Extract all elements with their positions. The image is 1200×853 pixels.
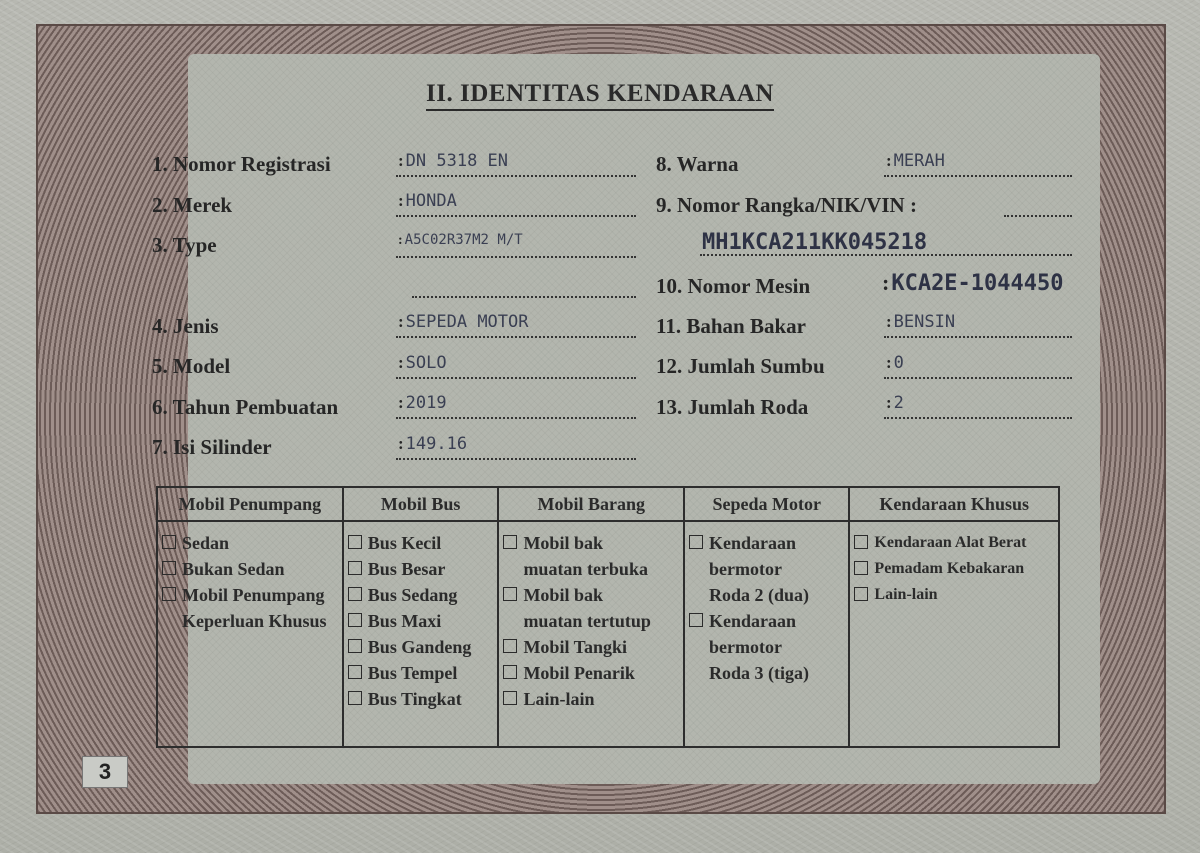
value-isi-silinder: : 149.16: [396, 434, 636, 460]
option-bus-besar[interactable]: Bus Besar: [348, 556, 496, 582]
option-alat-berat[interactable]: Kendaraan Alat Berat: [854, 530, 1056, 556]
option-text-continuation: muatan tertutup: [523, 611, 651, 631]
checkbox[interactable]: [348, 587, 362, 601]
header-sepeda-motor: Sepeda Motor: [684, 487, 849, 521]
option-mobil-tangki[interactable]: Mobil Tangki: [503, 634, 681, 660]
header-kendaraan-khusus: Kendaraan Khusus: [849, 487, 1059, 521]
value-merek: : HONDA: [396, 191, 636, 217]
option-roda-3[interactable]: Kendaraan: [689, 608, 846, 634]
option-bus-tingkat[interactable]: Bus Tingkat: [348, 686, 496, 712]
label-bahan-bakar: 11. Bahan Bakar: [656, 314, 806, 338]
checkbox[interactable]: [348, 665, 362, 679]
label-jumlah-roda: 13. Jumlah Roda: [656, 395, 809, 419]
checkbox[interactable]: [854, 535, 868, 549]
option-sedan[interactable]: Sedan: [162, 530, 340, 556]
page-number: 3: [82, 756, 128, 788]
option-mobil-bak-tertutup[interactable]: Mobil bak: [503, 582, 681, 608]
label-tahun-pembuatan: 6. Tahun Pembuatan: [152, 395, 339, 419]
option-bus-kecil[interactable]: Bus Kecil: [348, 530, 496, 556]
label-merek: 2. Merek: [152, 193, 233, 217]
checkbox[interactable]: [348, 691, 362, 705]
checkbox[interactable]: [348, 561, 362, 575]
value-tahun-pembuatan: : 2019: [396, 393, 636, 419]
value-jumlah-roda: : 2: [884, 393, 1072, 419]
option-text-continuation: Keperluan Khusus: [182, 611, 327, 631]
column-sepeda-motor: [684, 521, 849, 747]
label-model: 5. Model: [152, 354, 231, 378]
column-mobil-barang: [498, 521, 684, 747]
option-bus-maxi[interactable]: Bus Maxi: [348, 608, 496, 634]
column-kendaraan-khusus: [849, 521, 1059, 747]
column-mobil-bus: [343, 521, 499, 747]
checkbox[interactable]: [162, 587, 176, 601]
option-bus-gandeng[interactable]: Bus Gandeng: [348, 634, 496, 660]
checkbox[interactable]: [162, 561, 176, 575]
value-model: : SOLO: [396, 353, 636, 379]
value-nomor-mesin: :KCA2E-1044450: [882, 270, 1064, 296]
vehicle-category-table: [156, 486, 1060, 748]
option-text-continuation: muatan terbuka: [523, 559, 648, 579]
option-lain-lain-barang[interactable]: Lain-lain: [503, 686, 681, 712]
checkbox[interactable]: [503, 587, 517, 601]
value-jumlah-sumbu: : 0: [884, 353, 1072, 379]
label-jenis: 4. Jenis: [152, 314, 219, 338]
value-type-continuation: [412, 272, 636, 298]
checkbox[interactable]: [162, 535, 176, 549]
option-text-continuation: Roda 2 (dua): [708, 585, 810, 605]
checkbox[interactable]: [503, 639, 517, 653]
checkbox[interactable]: [854, 561, 868, 575]
label-type: 3. Type: [152, 233, 217, 257]
label-nomor-rangka: 9. Nomor Rangka/NIK/VIN :: [656, 193, 917, 217]
checkbox[interactable]: [348, 613, 362, 627]
value-warna: : MERAH: [884, 151, 1072, 177]
header-mobil-bus: Mobil Bus: [343, 487, 499, 521]
option-text-continuation: Roda 3 (tiga): [708, 663, 809, 683]
label-jumlah-sumbu: 12. Jumlah Sumbu: [656, 354, 825, 378]
checkbox[interactable]: [503, 691, 517, 705]
option-text-continuation: bermotor: [708, 559, 782, 579]
header-mobil-barang: Mobil Barang: [498, 487, 684, 521]
checkbox[interactable]: [503, 665, 517, 679]
checkbox[interactable]: [503, 535, 517, 549]
section-heading: II. IDENTITAS KENDARAAN: [0, 80, 1200, 108]
option-bukan-sedan[interactable]: Bukan Sedan: [162, 556, 340, 582]
value-nomor-rangka: MH1KCA211KK045218: [700, 230, 1072, 256]
label-isi-silinder: 7. Isi Silinder: [152, 435, 272, 459]
checkbox[interactable]: [689, 535, 703, 549]
label-warna: 8. Warna: [656, 152, 739, 176]
checkbox[interactable]: [348, 535, 362, 549]
header-mobil-penumpang: Mobil Penumpang: [157, 487, 343, 521]
label-nomor-mesin: 10. Nomor Mesin: [656, 274, 811, 298]
option-bus-sedang[interactable]: Bus Sedang: [348, 582, 496, 608]
label-nomor-registrasi: 1. Nomor Registrasi: [152, 152, 331, 176]
value-jenis: : SEPEDA MOTOR: [396, 312, 636, 338]
value-type: : A5C02R37M2 M/T: [396, 232, 636, 258]
value-bahan-bakar: : BENSIN: [884, 312, 1072, 338]
checkbox[interactable]: [854, 587, 868, 601]
column-mobil-penumpang: [157, 521, 343, 747]
checkbox[interactable]: [689, 613, 703, 627]
option-text-continuation: bermotor: [708, 637, 782, 657]
option-bus-tempel[interactable]: Bus Tempel: [348, 660, 496, 686]
option-roda-2[interactable]: Kendaraan: [689, 530, 846, 556]
option-mobil-bak-terbuka[interactable]: Mobil bak: [503, 530, 681, 556]
option-mobil-penumpang-khusus[interactable]: Mobil Penumpang: [162, 582, 340, 608]
value-nomor-rangka-dots: [1004, 191, 1072, 217]
option-mobil-penarik[interactable]: Mobil Penarik: [503, 660, 681, 686]
checkbox[interactable]: [348, 639, 362, 653]
option-pemadam-kebakaran[interactable]: Pemadam Kebakaran: [854, 556, 1056, 582]
option-lain-lain-khusus[interactable]: Lain-lain: [854, 582, 1056, 608]
value-nomor-registrasi: : DN 5318 EN: [396, 151, 636, 177]
